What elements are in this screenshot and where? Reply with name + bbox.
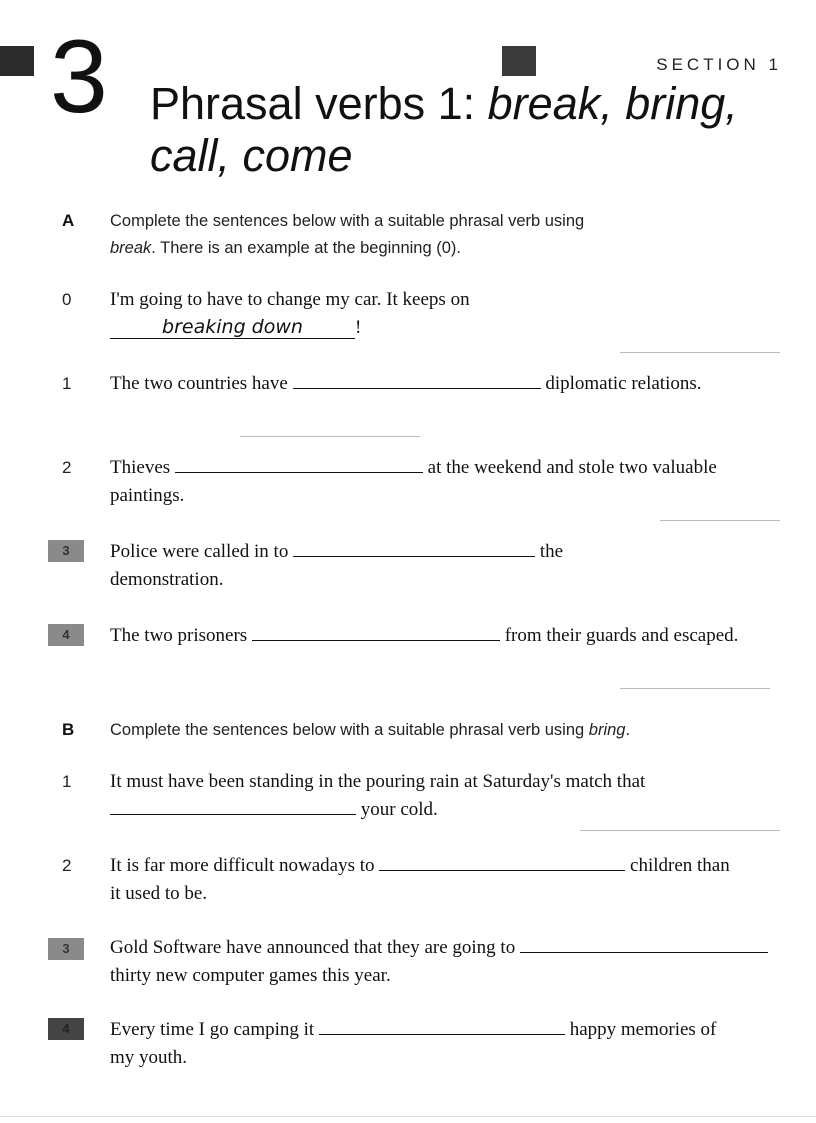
exercise-item [110, 454, 770, 510]
unit-number: 3 [50, 19, 108, 135]
exercise-item [110, 852, 730, 908]
corner-tab-mark [0, 46, 34, 76]
title-italic: break, bring, call, come [150, 78, 738, 181]
answer-blank[interactable] [379, 852, 625, 871]
item-text: Every time I go camping it [110, 1019, 315, 1040]
part-a-letter: A [62, 211, 75, 230]
scan-artifact [580, 830, 780, 831]
scan-artifact [620, 352, 780, 353]
item-text: I'm going to have to change my car. It keeps on [110, 289, 470, 310]
instruction-text: . [625, 721, 631, 739]
item-number: 3 [48, 938, 84, 960]
item-text: ! [355, 317, 362, 338]
item-text: diplomatic relations. [545, 373, 702, 394]
scan-artifact [240, 436, 420, 437]
scan-artifact [620, 688, 770, 689]
item-number: 3 [48, 540, 84, 562]
item-number: 0 [62, 290, 72, 309]
answer-blank[interactable] [252, 622, 500, 641]
answer-blank[interactable] [293, 538, 535, 557]
instruction-text: Complete the sentences below with a suitable phrasal verb using [110, 212, 585, 230]
item-number: 1 [62, 772, 72, 791]
instruction-verb: break [110, 239, 152, 257]
page-title [150, 78, 790, 182]
part-b-letter: B [62, 720, 75, 739]
item-text: from their guards and escaped. [504, 625, 739, 646]
part-a-instruction [110, 208, 790, 262]
answer-blank[interactable] [110, 796, 356, 815]
item-number: 4 [48, 624, 84, 646]
exercise-item [110, 622, 790, 650]
item-text: at the weekend and stole two valuable paintings. [110, 457, 717, 506]
part-b-instruction [110, 717, 790, 744]
item-text: The two countries have [110, 373, 288, 394]
exercise-item [110, 1016, 730, 1072]
answer-blank[interactable] [319, 1016, 565, 1035]
exercise-item [110, 934, 790, 990]
item-number: 4 [48, 1018, 84, 1040]
item-number: 2 [62, 856, 72, 875]
item-text: happy memories of my youth. [110, 1019, 717, 1068]
item-text: The two prisoners [110, 625, 248, 646]
item-text: It is far more difficult nowadays to [110, 855, 375, 876]
exercise-item [110, 370, 730, 398]
item-number: 1 [62, 374, 72, 393]
header-tab-mark [502, 46, 536, 76]
scan-artifact [660, 520, 780, 521]
exercise-item [110, 538, 670, 594]
answer-blank[interactable] [293, 370, 541, 389]
instruction-text: . There is an example at the beginning (0). [151, 239, 461, 257]
example-item [110, 286, 790, 342]
instruction-text: Complete the sentences below with a suitable phrasal verb using [110, 721, 589, 739]
exercise-item [110, 768, 750, 824]
title-plain: Phrasal verbs 1: [150, 78, 488, 129]
section-label: SECTION 1 [656, 55, 782, 74]
item-text: Gold Software have announced that they are going to [110, 937, 516, 958]
item-text: children than it used to be. [110, 855, 730, 904]
item-text: Police were called in to [110, 541, 289, 562]
answer-blank[interactable] [520, 934, 768, 953]
answer-blank[interactable] [175, 454, 423, 473]
item-text: the demonstration. [110, 541, 564, 590]
item-text: Thieves [110, 457, 171, 478]
item-text: It must have been standing in the pouring rain at Saturday's match that [110, 771, 646, 792]
item-text: thirty new computer games this year. [110, 965, 391, 986]
item-number: 2 [62, 458, 72, 477]
item-text: your cold. [360, 799, 438, 820]
scan-artifact [0, 1116, 816, 1117]
example-answer: breaking down [110, 316, 355, 339]
instruction-verb: bring [588, 721, 626, 739]
